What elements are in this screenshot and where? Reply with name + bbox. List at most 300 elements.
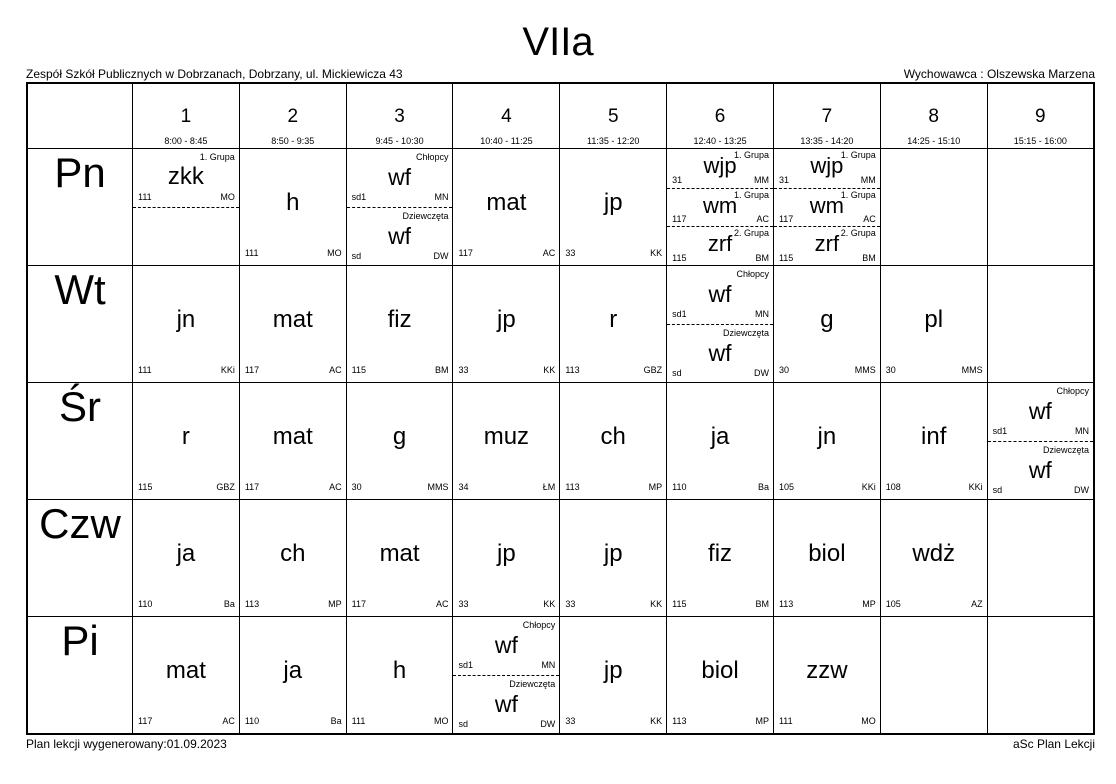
room-number: 117 (351, 599, 367, 609)
subject-name: pl (924, 306, 944, 333)
teacher-code: AZ (971, 599, 983, 609)
lesson-cell (239, 383, 346, 500)
period-time: 8:00 - 8:45 (164, 136, 208, 146)
subject-name: ch (280, 540, 306, 567)
lesson (774, 617, 880, 733)
lesson-cell (133, 149, 240, 266)
subject-name: wf (708, 281, 732, 307)
period-time: 9:45 - 10:30 (375, 136, 424, 146)
group-label: 1. Grupa (733, 150, 769, 160)
lesson (560, 383, 666, 499)
period-header (987, 83, 1094, 149)
teacher-code: BM (755, 252, 769, 263)
teacher-code: KK (650, 599, 663, 609)
period-time: 14:25 - 15:10 (907, 136, 961, 146)
group-label: 2. Grupa (840, 228, 876, 239)
lesson (240, 383, 346, 499)
teacher-code: MN (1075, 426, 1089, 436)
teacher-code: BM (434, 365, 449, 375)
period-number: 5 (607, 106, 619, 127)
subject-name: jp (603, 189, 623, 216)
period-number: 7 (821, 106, 833, 127)
lesson (774, 500, 880, 616)
subject-name: ja (710, 423, 730, 450)
period-time: 13:35 - 14:20 (800, 136, 854, 146)
period-time: 10:40 - 11:25 (480, 136, 533, 146)
group-lesson (667, 266, 773, 324)
lesson (881, 266, 987, 382)
group-label: Dziewczęta (722, 328, 769, 338)
day-name: Wt (27, 266, 133, 383)
lesson-cell (453, 149, 560, 266)
room-number: 115 (672, 599, 687, 609)
room-number: sd (458, 718, 468, 729)
subject-name: biol (808, 540, 846, 567)
subject-name: mat (379, 540, 420, 567)
period-number: 2 (287, 106, 299, 127)
period-number: 3 (394, 106, 405, 127)
teacher-code: MP (648, 482, 663, 492)
subject-name: ja (283, 657, 303, 684)
teacher-code: DW (753, 368, 769, 378)
subject-name: wjp (703, 153, 737, 178)
lesson (240, 149, 346, 265)
group-label: 1. Grupa (199, 152, 235, 162)
lesson (453, 383, 559, 499)
lesson-cell (773, 383, 880, 500)
group-label: Dziewczęta (509, 678, 556, 689)
lesson (133, 617, 239, 733)
day-name: Pn (27, 149, 133, 266)
lesson-cell (239, 266, 346, 383)
group-lesson (347, 207, 453, 266)
room-number: 113 (778, 599, 794, 609)
lesson (453, 149, 559, 265)
teacher-code: KK (650, 248, 663, 258)
group-lesson (988, 383, 1093, 441)
group-label: Chłopcy (415, 152, 449, 162)
room-number: sd (672, 368, 682, 378)
class-teacher: Wychowawca : Olszewska Marzena (903, 67, 1095, 81)
subject-name: muz (483, 423, 530, 450)
lesson-cell (773, 617, 880, 734)
teacher-code: Ba (330, 715, 342, 726)
lesson-cell (773, 500, 880, 617)
room-number: 115 (351, 365, 367, 375)
group-label: Chłopcy (522, 620, 556, 630)
lesson (453, 500, 559, 616)
period-number: 4 (501, 106, 512, 127)
lesson-cell (880, 383, 987, 500)
teacher-code: MMS (427, 482, 449, 492)
lesson-cell (346, 383, 453, 500)
room-number: 111 (138, 365, 152, 375)
teacher-code: AC (222, 715, 235, 726)
teacher-code: MM (860, 174, 876, 185)
room-number: 115 (778, 252, 794, 263)
lesson-cell (560, 383, 667, 500)
room-number: 111 (138, 192, 152, 202)
timetable (26, 82, 1095, 735)
lesson-cell (453, 500, 560, 617)
group-lesson (667, 188, 773, 228)
room-number: 111 (778, 715, 793, 726)
period-time: 12:40 - 13:25 (693, 136, 747, 146)
subject-name: h (286, 189, 300, 216)
subject-name: zzw (806, 657, 848, 684)
teacher-code: AC (542, 248, 556, 258)
empty-cell (987, 149, 1094, 266)
group-lesson (774, 226, 880, 265)
lesson-cell (453, 383, 560, 500)
period-header (239, 83, 346, 149)
day-row (27, 149, 1094, 266)
lesson (774, 266, 880, 382)
room-number: sd1 (992, 426, 1008, 436)
teacher-code: KKi (968, 482, 983, 492)
lesson-cell (667, 500, 774, 617)
room-number: 110 (244, 715, 260, 726)
lesson-cell (667, 149, 774, 266)
subject-name: jn (817, 423, 837, 450)
teacher-code: DW (433, 251, 449, 261)
subject-name: h (392, 657, 407, 684)
subject-name: inf (921, 423, 947, 450)
teacher-code: AC (435, 599, 449, 609)
lesson (133, 383, 239, 499)
partial-lesson (133, 149, 239, 265)
group-label: 1. Grupa (840, 189, 876, 200)
lesson (240, 266, 346, 382)
room-number: 117 (778, 214, 794, 225)
room-number: 115 (672, 252, 687, 263)
room-number: 33 (565, 599, 576, 609)
group-lesson (347, 149, 453, 207)
room-number: 108 (885, 482, 901, 492)
lesson (560, 266, 666, 382)
day-name: Pi (27, 617, 133, 734)
day-row (27, 383, 1094, 500)
subject-name: jp (603, 657, 623, 684)
teacher-code: KKi (220, 365, 235, 375)
room-number: 111 (351, 715, 366, 726)
subject-name: wf (708, 340, 732, 366)
lesson (347, 500, 453, 616)
teacher-code: GBZ (643, 365, 663, 375)
room-number: 33 (565, 715, 576, 726)
teacher-code: MMS (854, 365, 876, 375)
empty-cell (880, 149, 987, 266)
subject-name: ch (600, 423, 626, 450)
room-number: 113 (565, 365, 580, 375)
room-number: 105 (778, 482, 794, 492)
teacher-code: DW (540, 718, 556, 729)
group-lesson (133, 149, 239, 208)
teacher-code: KK (543, 365, 556, 375)
lesson-cell (133, 500, 240, 617)
period-time: 11:35 - 12:20 (587, 136, 640, 146)
teacher-code: MO (220, 192, 235, 202)
lesson-cell (453, 617, 560, 734)
split-lesson (988, 383, 1093, 499)
room-number: 30 (351, 482, 362, 492)
room-number: 105 (885, 599, 901, 609)
subject-name: wf (388, 223, 412, 249)
lesson-cell (239, 500, 346, 617)
lesson (240, 500, 346, 616)
group-label: 1. Grupa (840, 150, 876, 160)
period-header (453, 83, 560, 149)
room-number: 33 (458, 599, 469, 609)
subject-name: zrf (707, 231, 733, 257)
lesson (881, 500, 987, 616)
group-lesson (667, 226, 773, 265)
lesson-cell (133, 617, 240, 734)
teacher-code: MM (753, 174, 769, 185)
lesson (133, 500, 239, 616)
teacher-code: DW (1074, 485, 1089, 495)
lesson-cell (560, 617, 667, 734)
subject-name: wf (494, 690, 518, 717)
period-number: 9 (1035, 106, 1046, 127)
group-lesson (774, 188, 880, 228)
period-header-row (27, 83, 1094, 149)
lesson-cell (346, 149, 453, 266)
period-number: 6 (714, 106, 726, 127)
room-number: 117 (244, 482, 260, 492)
day-row (27, 266, 1094, 383)
lesson (347, 617, 453, 733)
period-header (560, 83, 667, 149)
generated-date: Plan lekcji wygenerowany:01.09.2023 (26, 737, 227, 751)
teacher-code: GBZ (216, 482, 235, 492)
subject-name: jp (497, 540, 516, 567)
group-label: Chłopcy (736, 269, 769, 279)
teacher-code: MO (327, 248, 342, 258)
teacher-code: MO (433, 715, 449, 726)
room-number: 111 (244, 248, 259, 258)
app-name: aSc Plan Lekcji (1012, 737, 1095, 751)
split-lesson (667, 266, 773, 382)
teacher-code: Ba (223, 599, 235, 609)
subject-name: jp (497, 306, 516, 333)
room-number: 30 (885, 365, 896, 375)
teacher-code: KKi (861, 482, 876, 492)
teacher-code: BM (862, 252, 876, 263)
room-number: 113 (672, 715, 687, 726)
subject-name: wf (1028, 457, 1052, 483)
period-header (667, 83, 774, 149)
subject-name: zrf (814, 231, 840, 257)
lesson-cell (773, 149, 880, 266)
empty-cell (987, 266, 1094, 383)
room-number: 115 (138, 482, 153, 492)
lesson (667, 617, 773, 733)
day-row (27, 617, 1094, 734)
empty-cell (880, 617, 987, 734)
split-lesson (453, 617, 559, 733)
subject-name: wf (494, 632, 518, 658)
lesson-cell (667, 266, 774, 383)
subject-name: wm (702, 192, 738, 218)
subject-name: fiz (387, 306, 412, 333)
lesson-cell (346, 617, 453, 734)
period-header (880, 83, 987, 149)
lesson (347, 383, 453, 499)
group-label: Dziewczęta (402, 211, 449, 221)
subject-name: biol (701, 657, 739, 684)
teacher-code: MP (328, 599, 342, 609)
room-number: 117 (458, 248, 473, 258)
lesson (774, 383, 880, 499)
lesson (667, 383, 773, 499)
corner-cell (27, 83, 133, 149)
split-lesson (667, 149, 773, 265)
room-number: 31 (778, 174, 789, 185)
subject-name: jp (603, 540, 623, 567)
lesson-cell (239, 617, 346, 734)
split-lesson (347, 149, 453, 265)
subject-name: r (181, 423, 190, 450)
lesson-cell (560, 266, 667, 383)
room-number: sd1 (351, 192, 367, 202)
subject-name: mat (272, 306, 313, 333)
subject-name: wjp (810, 153, 844, 178)
subject-name: ja (176, 540, 196, 567)
group-lesson (667, 149, 773, 188)
group-lesson (453, 617, 559, 675)
subject-name: wm (809, 192, 844, 218)
lesson-cell (773, 266, 880, 383)
room-number: 31 (672, 174, 683, 185)
teacher-code: KK (543, 599, 556, 609)
room-number: 110 (138, 599, 153, 609)
room-number: sd1 (458, 659, 473, 670)
subject-name: zkk (167, 163, 204, 190)
empty-cell (987, 617, 1094, 734)
lesson (133, 266, 239, 382)
group-lesson (774, 149, 880, 188)
teacher-code: ŁM (542, 482, 556, 492)
school-name: Zespół Szkół Publicznych w Dobrzanach, Dobrzany, ul. Mickiewicza 43 (26, 67, 403, 81)
lesson-cell (560, 149, 667, 266)
room-number: 117 (672, 214, 687, 225)
teacher-code: MN (541, 659, 556, 670)
group-label: 1. Grupa (733, 189, 769, 200)
group-label: Chłopcy (1056, 386, 1089, 396)
lesson-cell (560, 500, 667, 617)
teacher-code: MN (434, 192, 449, 202)
lesson-cell (346, 266, 453, 383)
lesson-cell (346, 500, 453, 617)
room-number: sd1 (672, 309, 687, 319)
empty-cell (987, 500, 1094, 617)
teacher-code: AC (329, 365, 342, 375)
period-number: 8 (928, 106, 939, 127)
lesson-cell (453, 266, 560, 383)
teacher-code: MN (754, 309, 769, 319)
lesson-cell (133, 266, 240, 383)
room-number: 33 (458, 365, 469, 375)
group-lesson (667, 324, 773, 383)
lesson-cell (880, 500, 987, 617)
lesson (453, 266, 559, 382)
lesson-cell (667, 617, 774, 734)
lesson-cell (987, 383, 1094, 500)
teacher-code: AC (329, 482, 342, 492)
room-number: sd (351, 251, 362, 261)
lesson-cell (667, 383, 774, 500)
group-label: Dziewczęta (1042, 445, 1089, 455)
lesson-cell (239, 149, 346, 266)
day-name: Czw (27, 500, 133, 617)
lesson (560, 149, 666, 265)
group-lesson (988, 441, 1093, 500)
room-number: 117 (244, 365, 260, 375)
room-number: sd (992, 485, 1003, 495)
period-header (133, 83, 240, 149)
teacher-code: KK (650, 715, 663, 726)
lesson (560, 500, 666, 616)
teacher-code: MP (862, 599, 876, 609)
subject-name: wf (1028, 398, 1052, 424)
group-label: 2. Grupa (733, 228, 769, 239)
lesson-cell (880, 266, 987, 383)
teacher-code: MO (861, 715, 876, 726)
lesson (881, 383, 987, 499)
subject-name: wf (388, 164, 412, 190)
teacher-code: BM (755, 599, 769, 609)
subject-name: wdż (912, 540, 956, 567)
room-number: 113 (244, 599, 260, 609)
teacher-code: Ba (757, 482, 769, 492)
period-number: 1 (180, 106, 192, 127)
class-title: VIIa (522, 20, 594, 64)
room-number: 110 (672, 482, 687, 492)
subject-name: jn (176, 306, 196, 333)
subject-name: fiz (708, 540, 733, 567)
teacher-code: AC (756, 214, 769, 225)
lesson (667, 500, 773, 616)
subject-name: mat (486, 189, 527, 216)
room-number: 113 (565, 482, 580, 492)
room-number: 33 (565, 248, 576, 258)
subject-name: r (609, 306, 618, 333)
day-name: Śr (27, 383, 133, 500)
subject-name: mat (165, 657, 206, 684)
period-time: 15:15 - 16:00 (1013, 136, 1067, 146)
room-number: 117 (138, 715, 153, 726)
teacher-code: AC (863, 214, 876, 225)
subject-name: mat (272, 423, 313, 450)
room-number: 34 (458, 482, 469, 492)
period-header (773, 83, 880, 149)
period-header (346, 83, 453, 149)
group-lesson (453, 675, 559, 734)
teacher-code: MP (755, 715, 769, 726)
day-row (27, 500, 1094, 617)
lesson-cell (133, 383, 240, 500)
subject-name: g (392, 423, 407, 450)
room-number: 30 (778, 365, 789, 375)
split-lesson (774, 149, 880, 265)
lesson (240, 617, 346, 733)
lesson (560, 617, 666, 733)
subject-name: g (820, 306, 834, 333)
lesson (347, 266, 453, 382)
period-time: 8:50 - 9:35 (271, 136, 315, 146)
teacher-code: MMS (961, 365, 983, 375)
